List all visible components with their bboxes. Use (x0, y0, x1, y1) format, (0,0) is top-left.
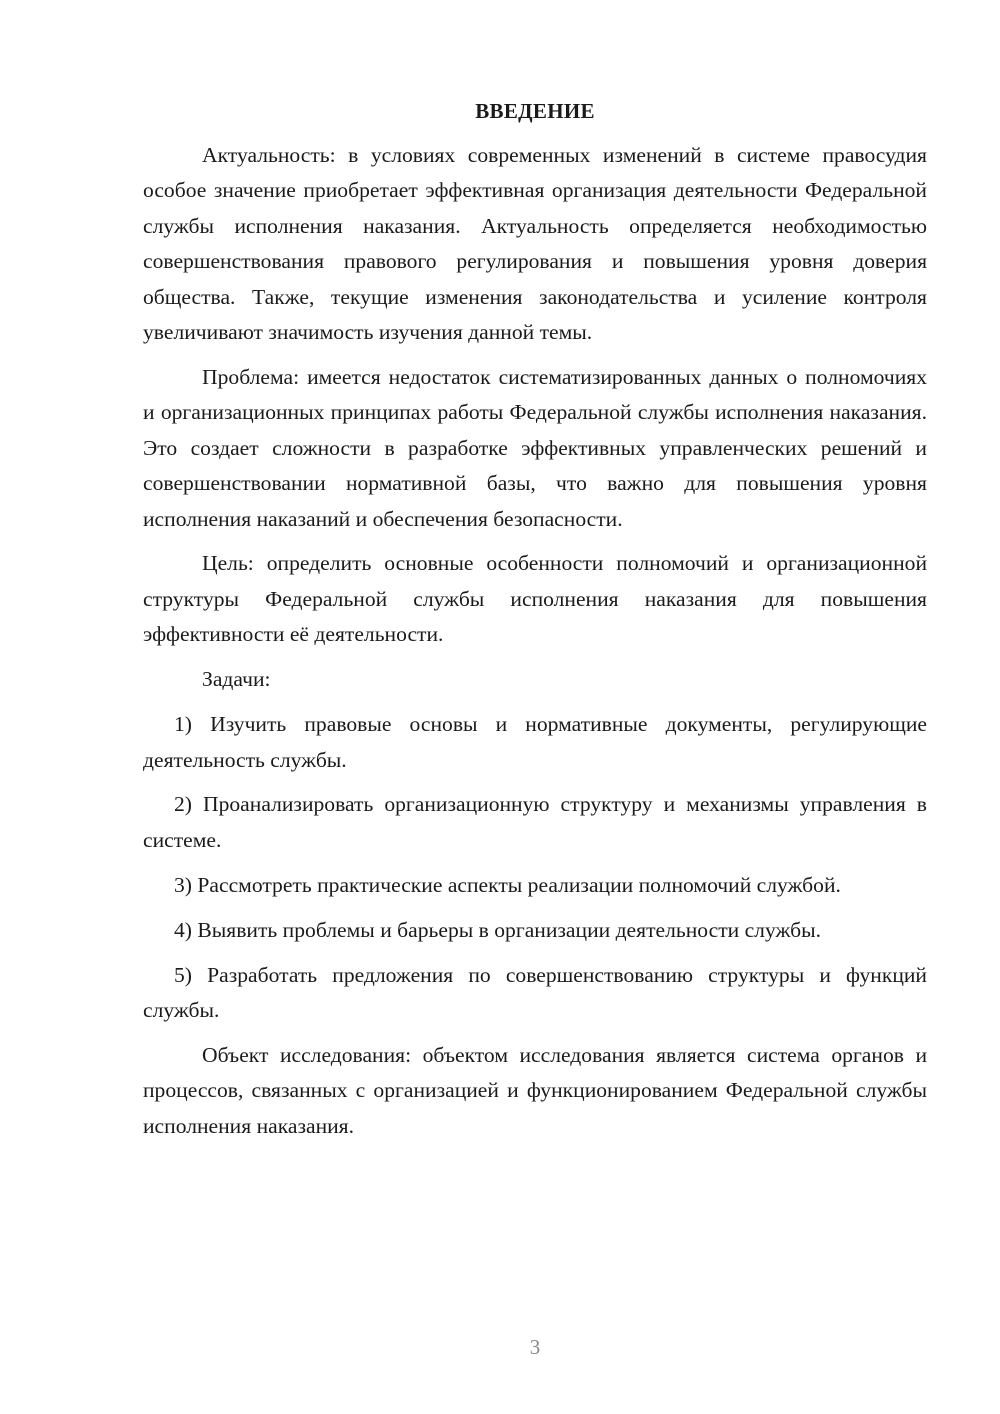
task-item-5: 5) Разработать предложения по совершенствованию структуры и функций службы. (143, 962, 927, 1022)
paragraph-goal: Цель: определить основные особенности полномочий и организационной структуры Федеральной службы исполнения наказания для повышения эффективности её деятельности. (143, 551, 927, 647)
tasks-heading: Задачи: (202, 667, 271, 692)
section-title: ВВЕДЕНИЕ (475, 99, 595, 123)
task-item-2: 2) Проанализировать организационную структуру и механизмы управления в системе. (143, 792, 927, 852)
task-item-1: 1) Изучить правовые основы и нормативные документы, регулирующие деятельность службы. (143, 712, 927, 772)
paragraph-problem: Проблема: имеется недостаток систематизированных данных о полномочиях и организационных принципах работы Федеральной службы исполнения наказания. Это создает сложности в разработке эффективных управленческих решений и совершенствовании нормативной базы, что важно для повышения уровня исполнения наказаний и обеспечения безопасности. (143, 364, 927, 531)
paragraph-relevance: Актуальность: в условиях современных изменений в системе правосудия особое значение приобретает эффективная организация деятельности Федеральной службы исполнения наказания. Актуальность определяется необходимостью совершенствования правового регулирования и повышения уровня доверия общества. Также, текущие изменения законодательства и усиление контроля увеличивают значимость изучения данной темы. (143, 143, 927, 345)
document-page (143, 96, 927, 1154)
task-item-3: 3) Рассмотреть практические аспекты реализации полномочий службой. (174, 872, 841, 897)
task-item-4: 4) Выявить проблемы и барьеры в организации деятельности службы. (174, 917, 821, 942)
paragraph-object: Объект исследования: объектом исследования является система органов и процессов, связанных с организацией и функционированием Федеральной службы исполнения наказания. (143, 1042, 927, 1138)
page-number: 3 (529, 1335, 541, 1359)
